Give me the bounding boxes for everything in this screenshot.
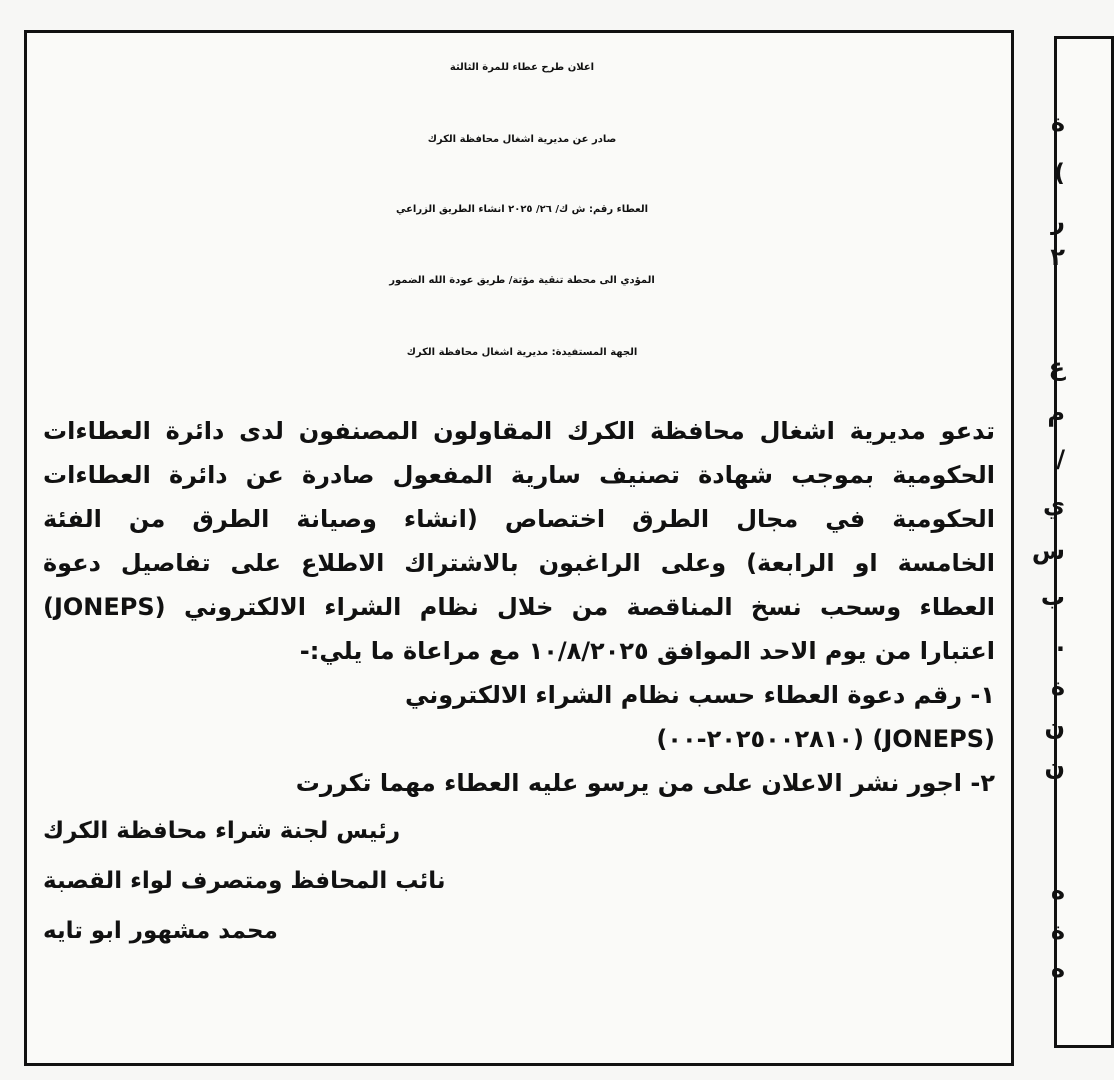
tender-subject-line: المؤدي الى محطة تنقية مؤتة/ طريق عودة الله الضمور [389, 275, 655, 286]
beneficiary-line: الجهة المستفيدة: مديرية اشغال محافظة الكرك [406, 347, 638, 358]
item-two: ٢- اجور نشر الاعلان على من يرسو عليه العطاء مهما تكررت [295, 769, 995, 797]
fragment-line: ه [1050, 877, 1065, 905]
fragment-line: ن [1044, 713, 1065, 741]
announcement-title: اعلان طرح عطاء للمرة الثالثة [449, 62, 595, 73]
body-line: الحكومية في مجال الطرق اختصاص (انشاء وصيانة الطرق من الفئة [43, 505, 995, 533]
fragment-line: ع [1048, 353, 1065, 381]
body-line: العطاء وسحب نسخ المناقصة من خلال نظام الشراء الالكتروني (JONEPS) [43, 593, 995, 621]
fragment-line: ي [1043, 491, 1065, 519]
body-line: الحكومية بموجب شهادة تصنيف سارية المفعول صادرة عن دائرة العطاءات [43, 461, 995, 489]
adjacent-announcement-fragment [1031, 36, 1114, 1048]
fragment-line: س [1031, 537, 1065, 565]
item-one: ١- رقم دعوة العطاء حسب نظام الشراء الالكتروني [404, 681, 995, 709]
issuer-line: صادر عن مديرية اشغال محافظة الكرك [427, 134, 617, 145]
fragment-line: ة [1050, 917, 1065, 945]
fragment-line: / [1056, 445, 1065, 473]
fragment-line: ب [1040, 583, 1065, 611]
signature-position: نائب المحافظ ومتصرف لواء القصبة [43, 868, 446, 894]
fragment-line: . [1055, 629, 1065, 657]
fragment-line: ه [1050, 955, 1065, 983]
signature-title: رئيس لجنة شراء محافظة الكرك [43, 818, 401, 844]
fragment-line: م [1047, 399, 1065, 427]
fragment-line: ٢ [1050, 243, 1065, 271]
fragment-line: ر [1051, 207, 1065, 235]
tender-announcement [24, 30, 1014, 1066]
body-line: اعتبارا من يوم الاحد الموافق ١٠/٨/٢٠٢٥ مع مراعاة ما يلي:- [299, 637, 995, 665]
fragment-line: ن [1044, 753, 1065, 781]
fragment-line: ) [1054, 159, 1065, 187]
item-one-number: (JONEPS) (٢٠٢٥٠٠٢٨١٠-٠٠) [656, 725, 995, 753]
body-line: تدعو مديرية اشغال محافظة الكرك المقاولون المصنفون لدى دائرة العطاءات [43, 417, 995, 445]
tender-number-line: العطاء رقم: ش ك/ ٢٦/ ٢٠٢٥ انشاء الطريق الزراعي [395, 204, 649, 215]
fragment-line: ة [1050, 673, 1065, 701]
signature-name: محمد مشهور ابو تايه [43, 918, 278, 944]
fragment-line: ة [1050, 109, 1065, 137]
body-line: الخامسة او الرابعة) وعلى الراغبون بالاشتراك الاطلاع على تفاصيل دعوة [43, 549, 995, 577]
